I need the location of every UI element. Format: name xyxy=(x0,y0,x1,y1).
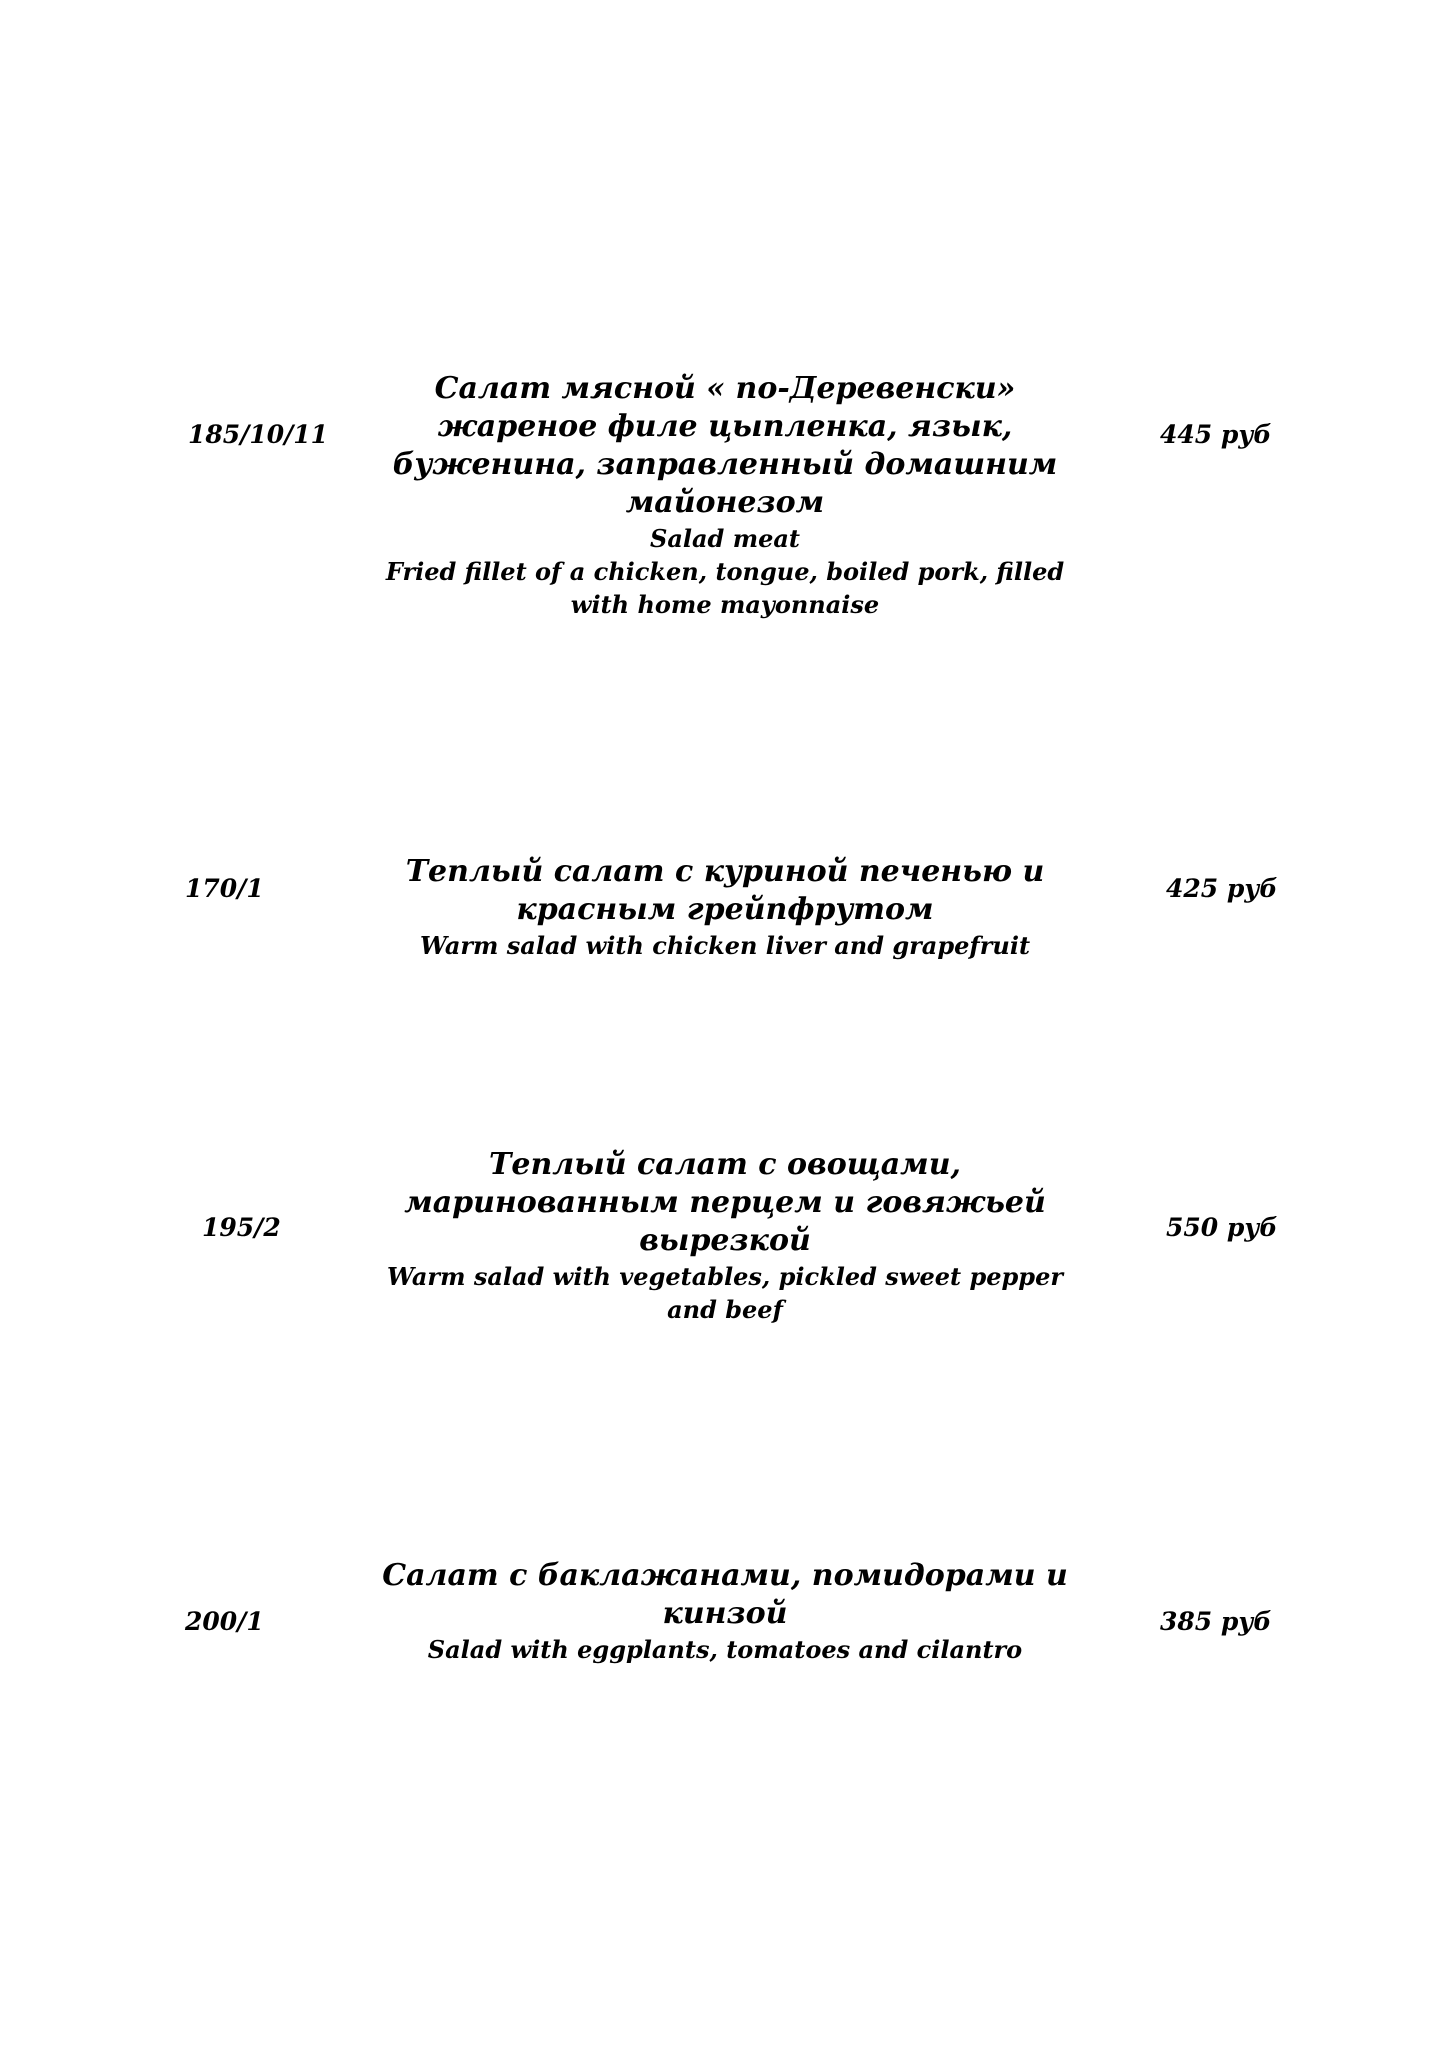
menu-item-price: 425 руб xyxy=(1166,874,1278,903)
menu-item-title-ru: Салат мясной « по-Деревенски» жареное филе цыпленка, язык, буженина, заправленный домашним майонезом xyxy=(392,371,1058,520)
menu-item-price: 385 руб xyxy=(1160,1607,1272,1636)
menu-item-price: 445 руб xyxy=(1160,420,1272,449)
menu-item-description xyxy=(370,1146,1080,1326)
menu-item-title-en: Warm salad with vegetables, pickled sweet pepper and beef xyxy=(387,1262,1063,1324)
menu-item-description xyxy=(370,853,1080,962)
menu-item-description xyxy=(370,370,1080,621)
menu-item-title-en: Salad meat Fried fillet of a chicken, tongue, boiled pork, filled with home mayonnaise xyxy=(385,524,1065,619)
menu-item-weight: 195/2 xyxy=(202,1213,281,1242)
menu-item-title-ru: Теплый салат с куриной печенью и красным грейпфрутом xyxy=(405,854,1045,927)
menu-item-weight: 185/10/11 xyxy=(188,420,329,449)
menu-item-weight: 170/1 xyxy=(185,874,264,903)
menu-item-title-ru: Теплый салат с овощами, маринованным перцем и говяжьей вырезкой xyxy=(404,1147,1046,1258)
menu-item-price: 550 руб xyxy=(1166,1213,1278,1242)
menu-item-description xyxy=(370,1557,1080,1666)
menu-item-title-en: Warm salad with chicken liver and grapefruit xyxy=(419,931,1031,960)
menu-item-title-ru: Салат с баклажанами, помидорами и кинзой xyxy=(382,1558,1068,1631)
menu-item-title-en: Salad with eggplants, tomatoes and cilantro xyxy=(427,1635,1023,1664)
menu-item-weight: 200/1 xyxy=(185,1607,264,1636)
